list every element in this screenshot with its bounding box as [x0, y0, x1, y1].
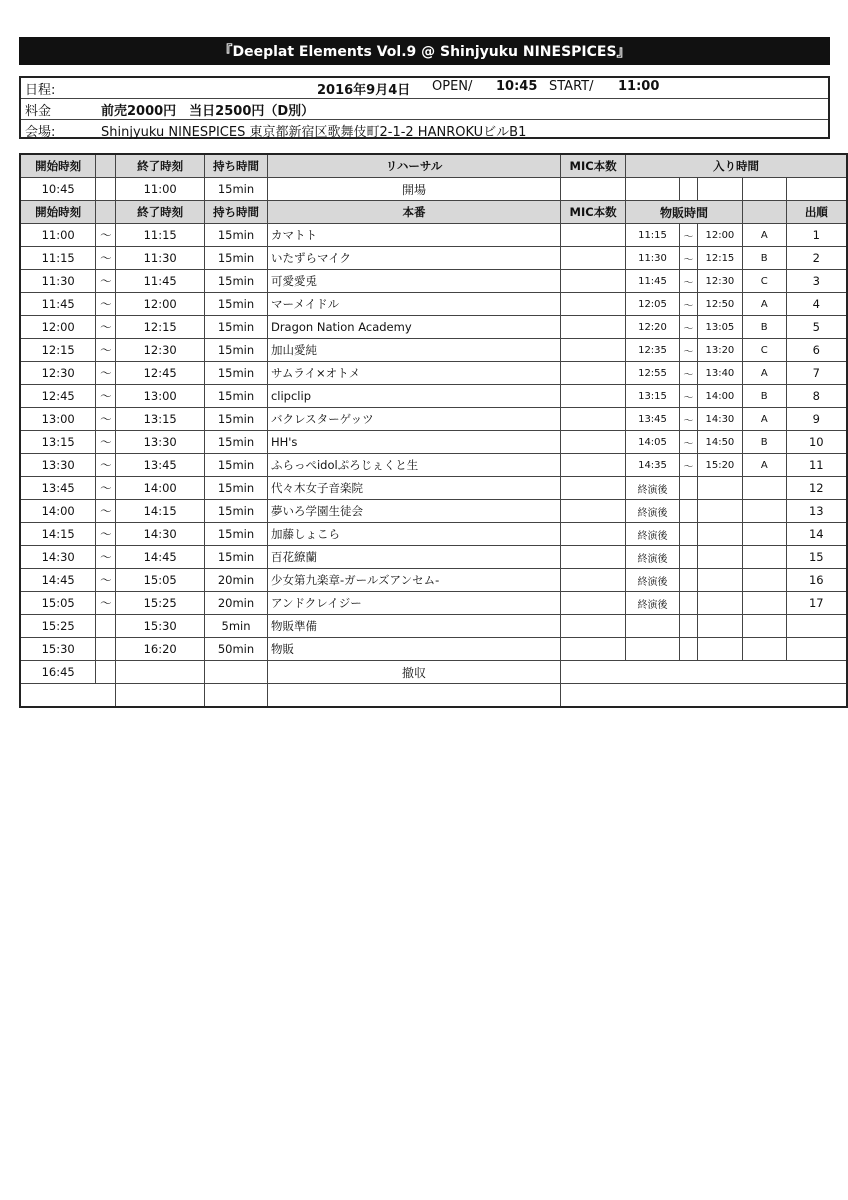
info-row-fee: [21, 99, 828, 120]
duration: 15min: [205, 431, 268, 454]
duration: 15min: [205, 362, 268, 385]
performer-name: clipclip: [267, 385, 560, 408]
start-time: 14:30: [20, 546, 96, 569]
end-time: 14:45: [116, 546, 205, 569]
performance-row: [20, 224, 847, 247]
merch-tilde: 〜: [679, 270, 697, 293]
mic-count: [561, 569, 626, 592]
tilde: 〜: [96, 339, 116, 362]
performer-name: アンドクレイジー: [267, 592, 560, 615]
performer-name: マーメイドル: [267, 293, 560, 316]
rehearsal-row: [20, 178, 847, 201]
performance-order: 15: [786, 546, 847, 569]
performance-order: 2: [786, 247, 847, 270]
duration: 15min: [205, 385, 268, 408]
end-time: 13:15: [116, 408, 205, 431]
fee-label: 料金: [25, 104, 52, 119]
performance-row: [20, 569, 847, 592]
mic-count: [561, 431, 626, 454]
rehearsal-start: 10:45: [20, 178, 96, 201]
mic-count: [561, 224, 626, 247]
tilde: 〜: [96, 270, 116, 293]
merch-end: 13:40: [697, 362, 742, 385]
performer-name: 可愛愛兎: [267, 270, 560, 293]
end-time: 16:20: [116, 638, 205, 661]
end-time: 13:45: [116, 454, 205, 477]
performance-order: 13: [786, 500, 847, 523]
end-time: 12:00: [116, 293, 205, 316]
duration: 15min: [205, 316, 268, 339]
merch-booth: A: [742, 293, 786, 316]
performer-name: 代々木女子音楽院: [267, 477, 560, 500]
performance-row: [20, 500, 847, 523]
duration: 15min: [205, 546, 268, 569]
merch-booth: B: [742, 431, 786, 454]
mic-count: [561, 500, 626, 523]
performance-row: [20, 523, 847, 546]
performance-order: 5: [786, 316, 847, 339]
tilde: 〜: [96, 316, 116, 339]
main-header-row: [20, 201, 847, 224]
header-rehearsal: リハーサル: [267, 154, 560, 178]
mic-count: [561, 477, 626, 500]
mic-count: [561, 454, 626, 477]
tilde: 〜: [96, 500, 116, 523]
performer-name: バクレスターゲッツ: [267, 408, 560, 431]
header-mic: MIC本数: [561, 201, 626, 224]
merch-end: 14:00: [697, 385, 742, 408]
mic-count: [561, 316, 626, 339]
header-start: 開始時刻: [20, 154, 96, 178]
mic-count: [561, 247, 626, 270]
merch-end: 14:50: [697, 431, 742, 454]
performance-row: [20, 293, 847, 316]
mic-count: [561, 592, 626, 615]
mic-count: [561, 293, 626, 316]
tilde: 〜: [96, 408, 116, 431]
duration: 5min: [205, 615, 268, 638]
performance-order: 6: [786, 339, 847, 362]
performance-row: [20, 362, 847, 385]
merch-start: 12:35: [626, 339, 680, 362]
timetable-body: [20, 154, 847, 707]
tilde: 〜: [96, 592, 116, 615]
performance-order: 3: [786, 270, 847, 293]
header-blank: [96, 201, 116, 224]
post-show-row: [20, 638, 847, 661]
activity-name: 物販: [267, 638, 560, 661]
tilde: 〜: [96, 477, 116, 500]
duration: 15min: [205, 454, 268, 477]
tilde: 〜: [96, 385, 116, 408]
merch-end: 14:30: [697, 408, 742, 431]
end-time: 14:15: [116, 500, 205, 523]
header-duration: 持ち時間: [205, 154, 268, 178]
end-time: 14:30: [116, 523, 205, 546]
blank-row: [20, 684, 847, 708]
venue-value: Shinjyuku NINESPICES 東京都新宿区歌舞伎町2-1-2 HANROKUビルB1: [101, 125, 527, 140]
performer-name: 少女第九楽章-ガールズアンセム-: [267, 569, 560, 592]
merch-start: 14:05: [626, 431, 680, 454]
performance-order: 12: [786, 477, 847, 500]
merch-tilde: 〜: [679, 385, 697, 408]
merch-start: 13:45: [626, 408, 680, 431]
closing-row: [20, 661, 847, 684]
end-time: 11:15: [116, 224, 205, 247]
performer-name: 夢いろ学園生徒会: [267, 500, 560, 523]
duration: 15min: [205, 477, 268, 500]
performer-name: Dragon Nation Academy: [267, 316, 560, 339]
performance-order: 14: [786, 523, 847, 546]
merch-start: 11:15: [626, 224, 680, 247]
merch-end: 15:20: [697, 454, 742, 477]
venue-label: 会場:: [25, 125, 56, 140]
performance-order: 9: [786, 408, 847, 431]
merch-start: 12:55: [626, 362, 680, 385]
tilde: 〜: [96, 247, 116, 270]
start-time: 13:45: [20, 477, 96, 500]
performer-name: 百花繚蘭: [267, 546, 560, 569]
end-time: 15:05: [116, 569, 205, 592]
start-time: 15:25: [20, 615, 96, 638]
merch-booth: B: [742, 316, 786, 339]
merch-booth: A: [742, 454, 786, 477]
start-time: 13:00: [20, 408, 96, 431]
performance-order: 7: [786, 362, 847, 385]
duration: 15min: [205, 224, 268, 247]
performance-row: [20, 316, 847, 339]
duration: 15min: [205, 339, 268, 362]
merch-tilde: 〜: [679, 408, 697, 431]
start-time: 14:15: [20, 523, 96, 546]
performance-order: 10: [786, 431, 847, 454]
mic-count: [561, 385, 626, 408]
merch-tilde: 〜: [679, 362, 697, 385]
rehearsal-end: 11:00: [116, 178, 205, 201]
tilde: 〜: [96, 362, 116, 385]
header-start: 開始時刻: [20, 201, 96, 224]
mic-count: [561, 270, 626, 293]
merch-booth: B: [742, 385, 786, 408]
performance-row: [20, 592, 847, 615]
merch-end: 12:15: [697, 247, 742, 270]
open-time: 10:45: [496, 79, 538, 94]
performance-order: 17: [786, 592, 847, 615]
duration: 15min: [205, 500, 268, 523]
performer-name: いたずらマイク: [267, 247, 560, 270]
merch-tilde: 〜: [679, 247, 697, 270]
merch-end: 13:20: [697, 339, 742, 362]
end-time: 12:15: [116, 316, 205, 339]
merch-after-show: 終演後: [626, 592, 680, 615]
end-time: 12:45: [116, 362, 205, 385]
merch-after-show: 終演後: [626, 523, 680, 546]
performance-row: [20, 339, 847, 362]
performance-row: [20, 477, 847, 500]
duration: 20min: [205, 592, 268, 615]
end-time: 14:00: [116, 477, 205, 500]
start-time: 13:30: [20, 454, 96, 477]
mic-count: [561, 339, 626, 362]
performer-name: HH's: [267, 431, 560, 454]
info-row-venue: [21, 120, 828, 140]
info-row-date: [21, 78, 828, 99]
mic-count: [561, 523, 626, 546]
merch-after-show: 終演後: [626, 569, 680, 592]
duration: 50min: [205, 638, 268, 661]
merch-start: 12:20: [626, 316, 680, 339]
merch-tilde: 〜: [679, 339, 697, 362]
header-end: 終了時刻: [116, 154, 205, 178]
performance-order: 16: [786, 569, 847, 592]
fee-value: 前売2000円 当日2500円（D別）: [101, 104, 315, 119]
closing-start: 16:45: [20, 661, 96, 684]
performer-name: サムライ×オトメ: [267, 362, 560, 385]
merch-start: 14:35: [626, 454, 680, 477]
header-duration: 持ち時間: [205, 201, 268, 224]
merch-start: 13:15: [626, 385, 680, 408]
performance-row: [20, 431, 847, 454]
rehearsal-header-row: [20, 154, 847, 178]
performance-order: 1: [786, 224, 847, 247]
tilde: 〜: [96, 569, 116, 592]
merch-tilde: 〜: [679, 293, 697, 316]
start-time: 11:45: [20, 293, 96, 316]
end-time: 11:45: [116, 270, 205, 293]
performance-order: 4: [786, 293, 847, 316]
merch-start: 12:05: [626, 293, 680, 316]
start-label: START/: [549, 79, 594, 94]
duration: 15min: [205, 247, 268, 270]
rehearsal-duration: 15min: [205, 178, 268, 201]
start-time: 14:45: [20, 569, 96, 592]
end-time: 13:00: [116, 385, 205, 408]
merch-booth: A: [742, 408, 786, 431]
duration: 20min: [205, 569, 268, 592]
tilde: 〜: [96, 431, 116, 454]
start-time: 15:30: [20, 638, 96, 661]
performance-row: [20, 408, 847, 431]
start-time: 12:45: [20, 385, 96, 408]
header-blank: [96, 154, 116, 178]
tilde: 〜: [96, 224, 116, 247]
end-time: 13:30: [116, 431, 205, 454]
mic-count: [561, 362, 626, 385]
tilde: 〜: [96, 293, 116, 316]
merch-booth: A: [742, 224, 786, 247]
start-time: 11:00: [20, 224, 96, 247]
merch-booth: B: [742, 247, 786, 270]
header-main-show: 本番: [267, 201, 560, 224]
end-time: 15:25: [116, 592, 205, 615]
activity-name: 物販準備: [267, 615, 560, 638]
performer-name: 加山愛純: [267, 339, 560, 362]
merch-tilde: 〜: [679, 431, 697, 454]
end-time: 11:30: [116, 247, 205, 270]
merch-end: 13:05: [697, 316, 742, 339]
merch-after-show: 終演後: [626, 546, 680, 569]
date-value: 2016年9月4日: [317, 83, 411, 98]
merch-start: 11:45: [626, 270, 680, 293]
performer-name: 加藤しょこら: [267, 523, 560, 546]
start-time: 11:30: [20, 270, 96, 293]
end-time: 12:30: [116, 339, 205, 362]
page-title: 『Deeplat Elements Vol.9 @ Shinjyuku NINESPICES』: [19, 37, 830, 65]
open-label: OPEN/: [432, 79, 473, 94]
closing-name: 撤収: [267, 661, 560, 684]
header-order: 出順: [786, 201, 847, 224]
merch-end: 12:00: [697, 224, 742, 247]
header-mic: MIC本数: [561, 154, 626, 178]
tilde: 〜: [96, 454, 116, 477]
start-time: 12:00: [20, 316, 96, 339]
start-time: 14:00: [20, 500, 96, 523]
start-time: 13:15: [20, 431, 96, 454]
merch-tilde: 〜: [679, 454, 697, 477]
date-label: 日程:: [25, 83, 56, 98]
merch-booth: C: [742, 339, 786, 362]
duration: 15min: [205, 523, 268, 546]
header-merch-time: 物販時間: [626, 201, 743, 224]
performance-row: [20, 385, 847, 408]
merch-tilde: 〜: [679, 316, 697, 339]
merch-booth: A: [742, 362, 786, 385]
performer-name: ふらっぺidolぷろじぇくと生: [267, 454, 560, 477]
merch-end: 12:30: [697, 270, 742, 293]
duration: 15min: [205, 408, 268, 431]
start-time: 15:05: [20, 592, 96, 615]
event-info-table: [19, 76, 830, 139]
merch-after-show: 終演後: [626, 477, 680, 500]
tilde: 〜: [96, 523, 116, 546]
mic-count: [561, 408, 626, 431]
rehearsal-name: 開場: [267, 178, 560, 201]
performance-order: 11: [786, 454, 847, 477]
performer-name: カマトト: [267, 224, 560, 247]
end-time: 15:30: [116, 615, 205, 638]
start-time: 12:30: [20, 362, 96, 385]
header-end: 終了時刻: [116, 201, 205, 224]
start-time: 11:00: [618, 79, 660, 94]
merch-end: 12:50: [697, 293, 742, 316]
merch-tilde: 〜: [679, 224, 697, 247]
performance-row: [20, 454, 847, 477]
mic-count: [561, 546, 626, 569]
merch-booth: C: [742, 270, 786, 293]
post-show-row: [20, 615, 847, 638]
merch-after-show: 終演後: [626, 500, 680, 523]
performance-row: [20, 546, 847, 569]
header-blank: [742, 201, 786, 224]
timetable: [19, 153, 848, 708]
start-time: 11:15: [20, 247, 96, 270]
duration: 15min: [205, 293, 268, 316]
performance-row: [20, 270, 847, 293]
tilde: 〜: [96, 546, 116, 569]
merch-start: 11:30: [626, 247, 680, 270]
performance-order: 8: [786, 385, 847, 408]
header-entry-time: 入り時間: [626, 154, 847, 178]
start-time: 12:15: [20, 339, 96, 362]
performance-row: [20, 247, 847, 270]
duration: 15min: [205, 270, 268, 293]
